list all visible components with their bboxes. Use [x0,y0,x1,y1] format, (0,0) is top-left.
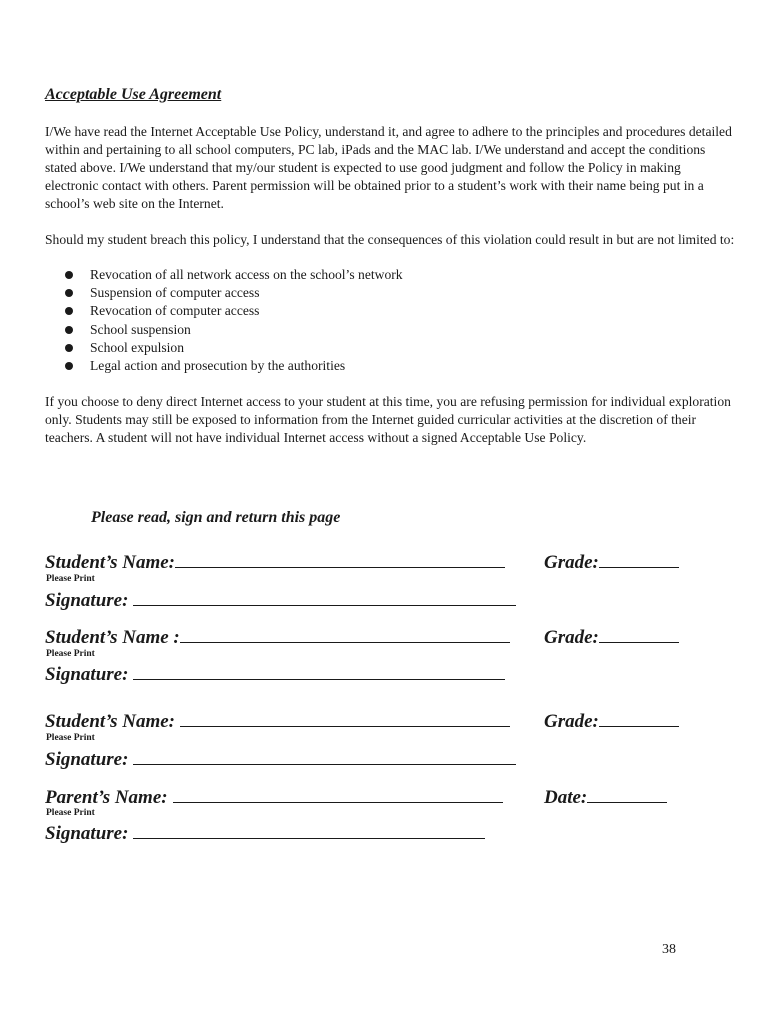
student2-print-note: Please Print [46,649,95,659]
student3-signature-line[interactable] [133,748,516,765]
paragraph-agreement: I/We have read the Internet Acceptable Use Policy, understand it, and agree to adhere to the principles and procedures detailed within and pertaining to all school computers, PC lab, iPads and the MAC lab. I/We understand and accept the conditions stated above. I/We understand that my/our student is expected to use good judgment and follow the Policy in making electronic contact with others. Parent permission will be obtained prior to a student’s work with their name being put in a school’s web site on the Internet. [45,124,732,211]
return-instruction: Please read, sign and return this page [91,509,341,526]
bullet-icon [65,362,73,370]
parent-name-field[interactable]: Parent’s Name: [45,786,503,809]
student2-grade-line[interactable] [599,626,679,643]
student3-grade-field[interactable]: Grade: [544,710,679,733]
student1-name-field[interactable]: Student’s Name: [45,551,505,574]
list-item: Legal action and prosecution by the authorities [62,357,403,375]
date-field[interactable]: Date: [544,786,667,809]
student1-grade-field[interactable]: Grade: [544,551,679,574]
student1-signature-line[interactable] [133,589,516,606]
parent-name-line[interactable] [173,786,503,803]
paragraph-deny-access: If you choose to deny direct Internet access to your student at this time, you are refusing permission for individual exploration only. Students may still be exposed to information from the Internet guided curricular activities at the discretion of their teachers. A student will not have individual Internet access without a signed Acceptable Use Policy. [45,394,731,445]
student1-signature-field[interactable]: Signature: [45,589,516,612]
paragraph-breach: Should my student breach this policy, I understand that the consequences of this violation could result in but are not limited to: [45,232,735,247]
student2-name-field[interactable]: Student’s Name : [45,626,510,649]
bullet-icon [65,326,73,334]
parent-signature-line[interactable] [133,822,485,839]
list-item: Suspension of computer access [62,284,403,302]
consequences-list [62,266,403,375]
student2-grade-field[interactable]: Grade: [544,626,679,649]
agreement-heading: Acceptable Use Agreement [45,86,222,103]
bullet-icon [65,344,73,352]
student1-print-note: Please Print [46,574,95,584]
student3-grade-line[interactable] [599,710,679,727]
bullet-icon [65,307,73,315]
parent-print-note: Please Print [46,808,95,818]
student1-name-line[interactable] [175,551,505,568]
student3-name-line[interactable] [180,710,510,727]
list-item: Revocation of all network access on the school’s network [62,266,403,284]
bullet-icon [65,289,73,297]
page-number: 38 [662,942,676,957]
list-item: School suspension [62,321,403,339]
student2-name-line[interactable] [180,626,510,643]
student2-signature-field[interactable]: Signature: [45,663,505,686]
student2-signature-line[interactable] [133,663,505,680]
date-line[interactable] [587,786,667,803]
bullet-icon [65,271,73,279]
parent-signature-field[interactable]: Signature: [45,822,485,845]
student1-grade-line[interactable] [599,551,679,568]
student3-signature-field[interactable]: Signature: [45,748,516,771]
student3-name-field[interactable]: Student’s Name: [45,710,510,733]
student3-print-note: Please Print [46,733,95,743]
list-item: School expulsion [62,339,403,357]
list-item: Revocation of computer access [62,302,403,320]
